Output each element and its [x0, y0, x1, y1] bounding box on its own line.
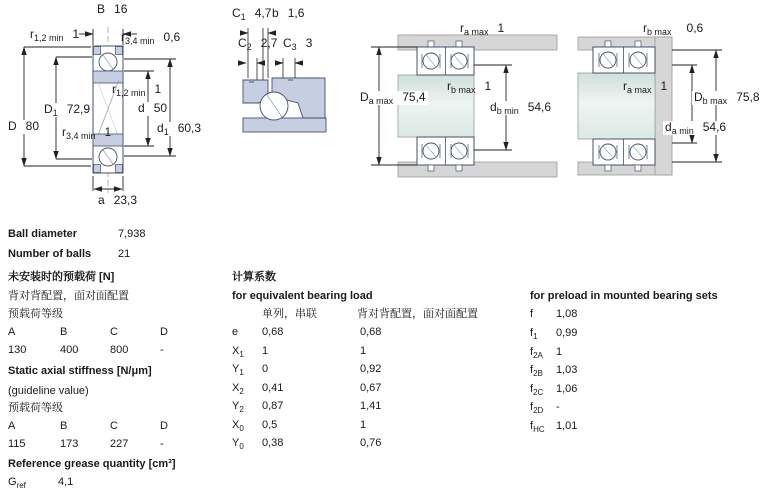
- factor-row-label: $f_{HC}$: [530, 420, 545, 434]
- calc-row-v1: 1: [262, 345, 269, 357]
- preload-val-B: 400: [60, 344, 79, 356]
- dim-label-C2: $C_2$ 2,7: [238, 36, 278, 52]
- dim-label-db-min: $d_{b min}$ 54,6: [490, 100, 552, 116]
- calc-row-v2: 0,76: [360, 437, 382, 449]
- preload-unmounted-subtitle: 背对背配置，面对面配置: [8, 290, 129, 302]
- factor-row-value: 1,01: [556, 420, 578, 432]
- calc-row-label: $Y_1$: [232, 363, 244, 377]
- calc-row-v1: 0,5: [262, 419, 278, 431]
- stiffness-val-A: 115: [8, 438, 26, 450]
- calc-row-v2: 0,92: [360, 363, 382, 375]
- bearing-detail-drawing: [228, 0, 340, 150]
- dim-label-da-min: $d_{a min}$ 54,6: [665, 120, 727, 136]
- dim-label-r12-top: $r_{1,2 min}$ 1: [30, 27, 80, 43]
- calc-row-label: $Y_0$: [232, 437, 244, 451]
- factor-row-value: 1,08: [556, 308, 578, 320]
- dim-label-ra-right: $r_{a max}$ 1: [623, 79, 668, 95]
- stiffness-col-D: D: [160, 420, 168, 432]
- calc-factors-title: 计算系数: [232, 271, 276, 283]
- factor-row-value: 1: [556, 346, 563, 358]
- calc-row-v2: 1,41: [360, 400, 382, 412]
- stiffness-subtitle: (guideline value): [8, 385, 89, 397]
- calc-row-v2: 1: [360, 419, 367, 431]
- preload-class-label: 预载荷等级: [8, 308, 63, 320]
- stiffness-title: Static axial stiffness [N/μm]: [8, 365, 152, 377]
- factor-row-label: $f_1$: [530, 327, 538, 341]
- calc-row-label: $X_2$: [232, 382, 244, 396]
- grease-ref-label: $G_{ref}$: [8, 476, 26, 490]
- calc-row-v2: 0,68: [360, 326, 382, 338]
- dim-label-C3: $C_3$ 3: [283, 36, 313, 52]
- calc-col1-header: 单列，串联: [262, 308, 317, 320]
- dim-label-B: B 16: [97, 2, 128, 16]
- calc-row-v1: 0: [262, 363, 269, 375]
- calc-row-v2: 1: [360, 345, 367, 357]
- calc-row-label: e: [232, 326, 239, 338]
- factor-row-label: f: [530, 308, 534, 320]
- equiv-load-title: for equivalent bearing load: [232, 290, 373, 302]
- factor-row-label: $f_{2B}$: [530, 364, 543, 378]
- preload-val-C: 800: [110, 344, 129, 356]
- stiffness-col-C: C: [110, 420, 118, 432]
- dim-label-D1: $D_1$ 72,9: [44, 102, 91, 118]
- dim-label-rb-right: $r_{b max}$ 0,6: [643, 21, 704, 37]
- preload-col-A: A: [8, 326, 16, 338]
- factor-row-label: $f_{2D}$: [530, 401, 544, 415]
- factor-row-label: $f_{2A}$: [530, 346, 543, 360]
- preload-val-D: -: [160, 344, 164, 356]
- factor-row-value: -: [556, 401, 560, 413]
- stiffness-val-B: 173: [60, 438, 79, 450]
- factor-row-label: $f_{2C}$: [530, 383, 544, 397]
- dim-label-r12-mid: $r_{1,2 min}$ 1: [112, 82, 162, 98]
- preload-val-A: 130: [8, 344, 27, 356]
- dim-label-a: a 23,3: [98, 193, 138, 207]
- calc-row-label: $X_1$: [232, 345, 244, 359]
- preload-col-D: D: [160, 326, 168, 338]
- factor-row-value: 0,99: [556, 327, 578, 339]
- calc-col2-header: 背对背配置，面对面配置: [357, 308, 478, 320]
- grease-title: Reference grease quantity [cm³]: [8, 458, 176, 470]
- calc-row-v1: 0,38: [262, 437, 284, 449]
- dim-label-ra-left: $r_{a max}$ 1: [460, 21, 505, 37]
- ball-diameter-label: Ball diameter: [8, 228, 78, 240]
- ball-diameter-value: 7,938: [118, 228, 146, 240]
- dim-label-d1: $d_1$ 60,3: [157, 121, 202, 137]
- stiffness-col-B: B: [60, 420, 68, 432]
- calc-row-v1: 0,41: [262, 382, 284, 394]
- dim-label-C1: $C_1$ 4,7: [232, 6, 272, 22]
- preload-col-C: C: [110, 326, 118, 338]
- stiffness-class-label: 预载荷等级: [8, 402, 63, 414]
- stiffness-val-D: -: [160, 438, 164, 450]
- dim-label-b-small: b 1,6: [272, 6, 305, 20]
- preload-unmounted-title: 未安装时的预载荷 [N]: [8, 271, 115, 283]
- grease-ref-value: 4,1: [58, 476, 74, 488]
- dim-label-D: D 80: [8, 119, 40, 133]
- calc-row-label: $X_0$: [232, 419, 244, 433]
- preload-col-B: B: [60, 326, 68, 338]
- calc-row-label: $Y_2$: [232, 400, 244, 414]
- dim-label-d: d 50: [138, 101, 168, 115]
- calc-row-v1: 0,68: [262, 326, 284, 338]
- calc-row-v1: 0,87: [262, 400, 284, 412]
- dim-label-r34-top: $r_{3,4 min}$ 0,6: [121, 30, 181, 46]
- number-of-balls-label: Number of balls: [8, 248, 92, 260]
- number-of-balls-value: 21: [118, 248, 131, 260]
- dim-label-r34-mid: $r_{3,4 min}$ 1: [62, 125, 112, 141]
- dim-label-rb-left: $r_{b max}$ 1: [447, 79, 492, 95]
- stiffness-col-A: A: [8, 420, 16, 432]
- factor-row-value: 1,03: [556, 364, 578, 376]
- factor-row-value: 1,06: [556, 383, 578, 395]
- calc-row-v2: 0,67: [360, 382, 382, 394]
- stiffness-val-C: 227: [110, 438, 129, 450]
- preload-factors-title: for preload in mounted bearing sets: [530, 290, 718, 302]
- dim-label-Da-max: $D_{a max}$ 75,4: [360, 90, 426, 106]
- dim-label-Db-max: $D_{b max}$ 75,8: [694, 90, 760, 106]
